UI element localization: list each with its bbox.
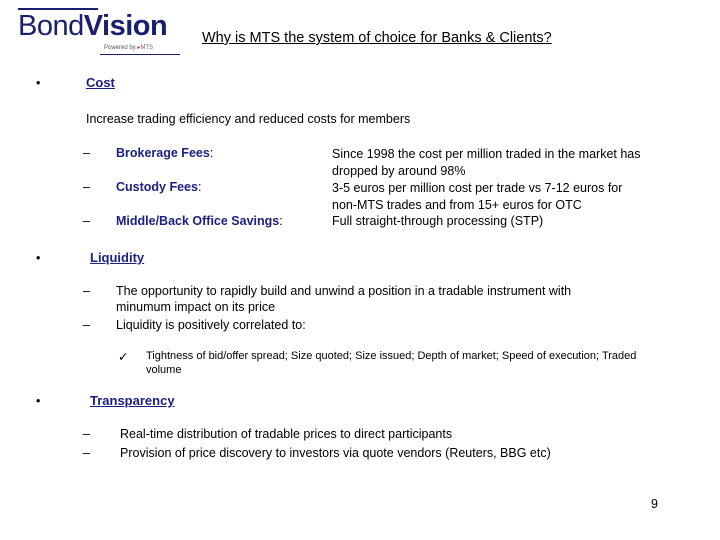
dash: – [83,427,90,441]
dash: – [83,146,90,160]
logo-powered-by: Powered by ▸MTS [104,45,154,51]
bullet: • [36,251,41,265]
dash: – [83,180,90,194]
heading-liquidity: Liquidity [90,250,145,265]
desc-custody: 3-5 euros per million cost per trade vs 7-12 euros for non-MTS trades and from 15+ euros for OTC [332,181,623,212]
label-middle-back-office: Middle/Back Office Savings: [116,214,283,228]
desc-middle-back-office: Full straight-through processing (STP) [332,214,544,228]
dash: – [83,318,90,332]
bullet: • [36,76,41,90]
page-number: 9 [651,497,658,511]
heading-cost: Cost [86,75,115,90]
dash: – [83,446,90,460]
dash: – [83,284,90,298]
checkmark-icon: ✓ [118,350,129,364]
heading-transparency: Transparency [90,393,175,408]
dash: – [83,214,90,228]
bullet: • [36,394,41,408]
logo-rule [100,54,180,55]
page-title: Why is MTS the system of choice for Banks & Clients? [202,30,552,46]
transparency-item: Real-time distribution of tradable prices to direct participants [120,427,453,441]
liquidity-factors: Tightness of bid/offer spread; Size quoted; Size issued; Depth of market; Speed of execution; Traded volume [146,350,637,376]
logo-wordmark: BondVision [18,10,168,42]
transparency-item: Provision of price discovery to investors via quote vendors (Reuters, BBG etc) [120,446,551,460]
desc-brokerage: Since 1998 the cost per million traded in the market has dropped by around 98% [332,147,641,178]
cost-intro: Increase trading efficiency and reduced costs for members [86,112,411,126]
label-custody: Custody Fees: [116,180,202,194]
liquidity-item: Liquidity is positively correlated to: [116,318,306,332]
label-brokerage: Brokerage Fees: [116,146,214,160]
liquidity-item: The opportunity to rapidly build and unwind a position in a tradable instrument with minumum impact on its price [116,284,572,314]
bondvision-logo [18,6,178,56]
